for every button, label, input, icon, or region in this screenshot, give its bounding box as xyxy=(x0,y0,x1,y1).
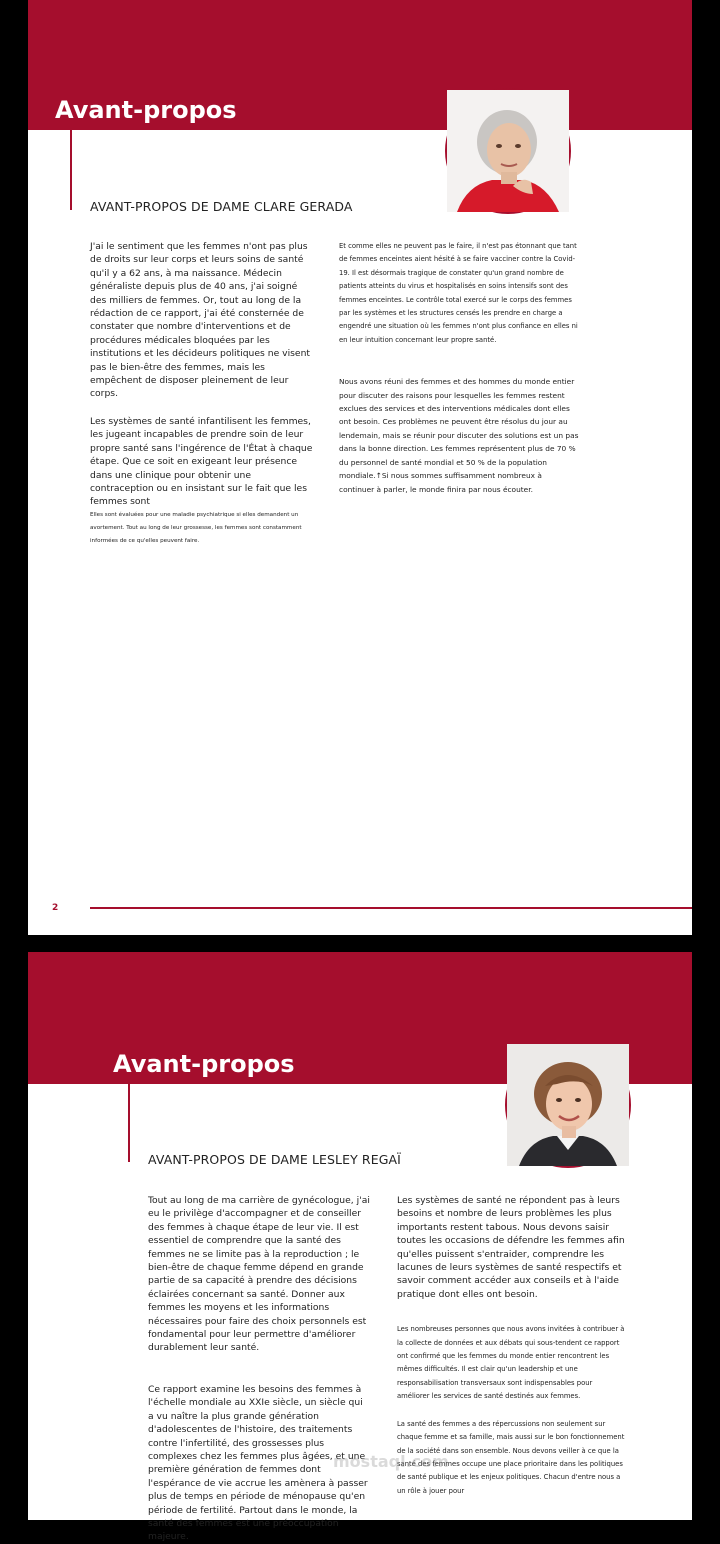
paragraph: Les systèmes de santé infantilisent les femmes, les jugeant incapables de prendre soin de leur propre santé sans l'ingérence de l'État à chaque étape. Que ce soit en exigeant leur présence dans une clinique pour obtenir une contraception ou en insistant sur le fait que les femmes sont xyxy=(90,415,313,508)
paragraph: Nous avons réuni des femmes et des hommes du monde entier pour discuter des raisons pour lesquelles les femmes restent exclues des services et des interventions médicales dont elles ont besoin. Ces problèmes ne peuvent être résolus du jour au lendemain, mais se réunir pour discuter des solutions est un pas dans la bonne direction. Les femmes représentent plus de 70 % du personnel de santé mondial et 50 % de la population mondiale.↑Si nous sommes suffisamment nombreux à continuer à parler, le monde finira par nous écouter. xyxy=(339,377,579,494)
right-column xyxy=(339,240,579,496)
author-portrait xyxy=(505,1042,631,1168)
paragraph-small: Elles sont évaluées pour une maladie psychiatrique si elles demandent un avortement. Tout au long de leur grossesse, les femmes sont constamment informées de ce qu'elles peuvent faire. xyxy=(90,511,302,544)
paragraph: Les systèmes de santé ne répondent pas à leurs besoins et nombre de leurs problèmes les plus importants restent tabous. Nous devons saisir toutes les occasions de défendre les femmes afin qu'elles puissent s'entraider, comprendre les lacunes de leurs systèmes de santé respectifs et savoir comment accéder aux conseils et à l'aide pratique dont elles ont besoin. xyxy=(397,1195,625,1300)
left-column xyxy=(90,240,316,548)
page-title: Avant-propos xyxy=(113,1050,295,1078)
portrait-photo-icon xyxy=(447,90,569,212)
portrait-photo-icon xyxy=(507,1044,629,1166)
paragraph: Ce rapport examine les besoins des femmes à l'échelle mondiale au XXIe siècle, un siècle qui a vu naître la plus grande génération d'adolescentes de l'histoire, des traitements contre l'infertilité, des grossesses plus complexes chez les femmes plus âgées, et une première génération de femmes dont l'espérance de vie accrue les amènera à passer plus de temps en période de ménopause qu'en période de fertilité. Partout dans le monde, la santé des femmes est une préoccupation majeure. xyxy=(148,1383,368,1543)
section-subtitle: AVANT-PROPOS DE DAME CLARE GERADA xyxy=(90,199,353,214)
page-number: 2 xyxy=(52,903,59,913)
page-title: Avant-propos xyxy=(55,96,237,124)
paragraph: J'ai le sentiment que les femmes n'ont pas plus de droits sur leur corps et leurs soins de santé qu'il y a 62 ans, à ma naissance. Médecin généraliste depuis plus de 40 ans, j'ai soigné des milliers de femmes. Or, tout au long de la rédaction de ce rapport, j'ai été consternée de constater que nombre d'interventions et de procédures médicales bloquées par les institutions et les décideurs politiques ne visent pas le bien-être des femmes, mais les empêchent de disposer pleinement de leur corps. xyxy=(90,241,310,400)
footer-rule xyxy=(90,907,692,909)
paragraph: La santé des femmes a des répercussions non seulement sur chaque femme et sa famille, mais aussi sur le bon fonctionnement de la société dans son ensemble. Nous devons veiller à ce que la santé des femmes occupe une place prioritaire dans les politiques de santé publique et les enjeux politiques. Chacun d'entre nous a un rôle à jouer pour xyxy=(397,1419,625,1495)
section-subtitle: AVANT-PROPOS DE DAME LESLEY REGAÏ xyxy=(148,1152,401,1167)
author-portrait xyxy=(445,88,571,214)
paragraph: Les nombreuses personnes que nous avons invitées à contribuer à la collecte de données et aux débats qui sous-tendent ce rapport ont confirmé que les femmes du monde entier rencontrent les mêmes difficultés. Il est clair qu'un leadership et une responsabilisation transversaux sont indispensables pour améliorer les services de santé destinés aux femmes. xyxy=(397,1325,625,1401)
accent-vertical-line xyxy=(70,130,72,210)
watermark: mostaql.com xyxy=(333,1452,449,1471)
paragraph: Et comme elles ne peuvent pas le faire, il n'est pas étonnant que tant de femmes enceintes aient hésité à se faire vacciner contre la Covid-19. Il est désormais tragique de constater qu'un grand nombre de patients atteints du virus et hospitalisés en soins intensifs sont des femmes enceintes. Le contrôle total exercé sur le corps des femmes par les systèmes et les structures censés les prendre en charge a engendré une situation où les femmes n'ont plus confiance en elles ni en leur intuition concernant leur propre santé. xyxy=(339,242,578,344)
left-column xyxy=(148,1194,370,1544)
accent-vertical-line xyxy=(128,1084,130,1162)
document-page-2 xyxy=(28,952,692,1543)
document-page-1 xyxy=(28,0,692,935)
paragraph: Tout au long de ma carrière de gynécologue, j'ai eu le privilège d'accompagner et de conseiller des femmes à chaque étape de leur vie. Il est essentiel de comprendre que la santé des femmes ne se limite pas à la reproduction ; le bien-être de chaque femme dépend en grande partie de sa capacité à prendre des décisions éclairées concernant sa santé. Donner aux femmes les moyens et les informations nécessaires pour faire des choix personnels est fondamental pour leur permettre d'améliorer durablement leur santé. xyxy=(148,1195,370,1354)
